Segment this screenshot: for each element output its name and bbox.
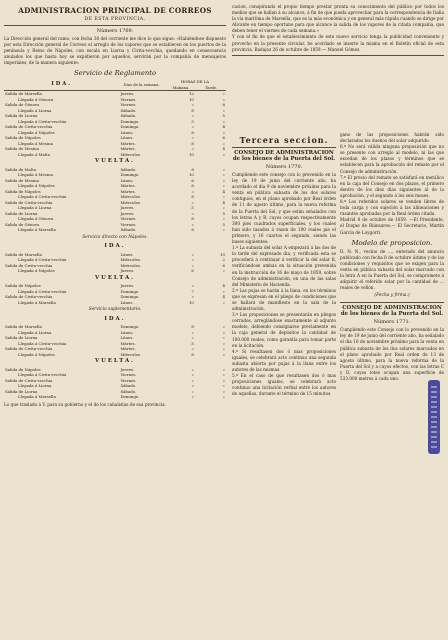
day-cell: Jueves. <box>120 268 135 274</box>
day-cell: Domingo. <box>120 294 140 300</box>
stop-cell: Salida de Civita-vecchia <box>5 124 53 130</box>
stop-cell: Llegada á Nápoles <box>18 268 55 274</box>
morning-cell: » <box>191 377 194 383</box>
stop-cell: Salida de Mesina <box>5 146 39 152</box>
morning-cell: » <box>191 221 194 227</box>
morning-cell: 8 <box>191 183 194 189</box>
afternoon-cell: » <box>222 377 225 383</box>
left-footer: Lo que traslado á V. para su gobierno y el de los cabalistas de esa provincia. <box>4 401 166 407</box>
stop-cell: Salida de Civita-vecchia <box>5 377 53 383</box>
morning-cell: » <box>191 388 194 394</box>
left-header: ADMINISTRACION PRINCIPAL DE CORREOS <box>18 6 212 15</box>
stop-cell: Salida de Mesina <box>5 177 39 183</box>
vuelta-heading-3 <box>4 357 226 367</box>
right-subcolumn-a <box>232 132 336 632</box>
stop-cell: Salida de Marsella <box>5 324 42 330</box>
afternoon-cell: 5 <box>222 221 225 227</box>
group-heading: VUELTA. <box>94 274 136 281</box>
schedule-body-6 <box>4 367 226 400</box>
afternoon-cell: » <box>222 205 225 211</box>
afternoon-cell: 2 <box>222 257 225 263</box>
afternoon-cell: » <box>222 340 225 346</box>
right-top-para: cacion, conspirando el propio tiempo prestar pronta su conocimiento del público por todos los medios que se hallan á su alcance, á fin de que pueda aprovechar para la correspondencia de Italia la vía marítima de Marsella, que es la más económica y en general más rápida cuando se dirige por Alicante en tiempo oportuno para que alcance la salida de los vapores de la citada compañía, que deben tener el viernes de cada semana.» <box>232 4 444 34</box>
stop-cell: Salida de Nápoles <box>5 135 41 141</box>
morning-cell: » <box>191 188 194 194</box>
para-2: 1.ª La subasta del solar A empezará á las dos de la tarde del expresado dia, y verificada esta se procederá á continuar á verificar la del solar B, verificándose ambas en la situación prevenida en la instrucción de 16 de mayo de 1859, sobre Consejo de administración, en una de las salas del Ministerio de Hacienda. <box>232 245 336 287</box>
afternoon-cell: 5 <box>222 210 225 216</box>
stop-cell: Llegada á Nápoles <box>18 351 55 357</box>
schedule-table <box>4 79 226 400</box>
morning-cell: 10 <box>188 299 194 305</box>
morning-cell: » <box>191 383 194 389</box>
fecha-firma: (Fecha y firma.) <box>374 293 410 299</box>
stop-cell: Llegada á Civita-vecchia <box>18 288 67 294</box>
afternoon-cell: » <box>222 299 225 305</box>
morning-cell: 8 <box>191 216 194 222</box>
divider <box>232 147 336 148</box>
day-cell: Domingo. <box>120 172 140 178</box>
day-cell: Mártes. <box>120 140 136 146</box>
schedule-body-5 <box>4 324 226 357</box>
afternoon-cell: 4 <box>222 124 225 130</box>
r-para-4: 8.ª Los referidos solares se venden libres de toda carga y con sujeción á las alineaciones y rasantes aprobadas por la Real órden citada. <box>340 199 444 217</box>
day-cell: Viernes. <box>120 216 137 222</box>
day-cell: Domingo. <box>120 124 140 130</box>
afternoon-cell: » <box>222 107 225 113</box>
day-cell: Lúnes. <box>120 251 134 257</box>
afternoon-cell: 4 <box>222 199 225 205</box>
morning-cell: » <box>191 262 194 268</box>
day-cell: Jueves. <box>120 283 135 289</box>
day-cell: Jueves. <box>120 205 135 211</box>
group-heading: VUELTA. <box>94 358 136 365</box>
morning-cell: » <box>191 146 194 152</box>
stop-cell: Salida de Marsella <box>5 91 42 97</box>
schedule-body-1 <box>4 91 226 158</box>
afternoon-cell: » <box>222 96 225 102</box>
day-cell: Jueves. <box>120 366 135 372</box>
supp-note <box>4 305 226 315</box>
stop-cell: Llegada á Marsella <box>18 394 56 400</box>
day-cell: Mártes. <box>120 146 136 152</box>
day-cell: Domingo. <box>120 118 140 124</box>
schedule-header-row <box>4 79 226 91</box>
vuelta-heading-2 <box>4 274 226 284</box>
direct-note <box>4 233 226 243</box>
day-cell: Lúnes. <box>120 299 134 305</box>
afternoon-cell: » <box>222 177 225 183</box>
afternoon-cell: 6 <box>222 262 225 268</box>
stop-cell: Llegada á Liorna <box>18 329 52 335</box>
stop-cell: Llegada á Liorna <box>18 205 52 211</box>
day-cell: Mártes. <box>120 188 136 194</box>
r-para-3: 7.ª El precio del remate se satisfará en metálico en la caja del Consejo en dos plazos, el primero dentro de los diez dias siguientes al de la aprobación, y el segundo á los seis meses. <box>340 174 444 198</box>
afternoon-cell: » <box>222 166 225 172</box>
day-cell: Miércoles. <box>120 151 142 157</box>
day-cell: Domingo. <box>120 324 140 330</box>
schedule-body-4 <box>4 283 226 305</box>
day-cell: Sábado. <box>120 107 137 113</box>
stop-cell: Llegada á Civita-vecchia <box>18 372 67 378</box>
afternoon-cell: » <box>222 288 225 294</box>
modelo-para: D. N. N., vecino de ..., enterado del anuncio publicado con fecha 8 de octubre último y de las condiciones y requisitos que se exigen para la venta en pública subasta del solar marcado con la letra A en la Puerta del Sol, se compromete á adquirir el referido solar por la cantidad de ... reales de vellón. <box>340 248 444 291</box>
morning-cell: » <box>191 210 194 216</box>
day-cell: Lúnes. <box>120 329 134 335</box>
morning-cell: 8 <box>191 107 194 113</box>
afternoon-cell: 4 <box>222 146 225 152</box>
day-cell: Sábado. <box>120 227 137 233</box>
library-stamp-icon <box>428 380 440 454</box>
morning-cell: » <box>191 372 194 378</box>
table-row <box>4 394 226 400</box>
day-cell: Viernes. <box>120 377 137 383</box>
section-heading: Tercera seccion. <box>239 135 329 145</box>
stop-cell: Llegada á Marsella <box>18 299 56 305</box>
day-cell: Viernes. <box>120 96 137 102</box>
notice-number-1770: Número 1770. <box>265 164 303 170</box>
day-cell: Sábado. <box>120 388 137 394</box>
afternoon-cell: » <box>222 383 225 389</box>
ida-heading-3 <box>4 315 226 325</box>
stop-cell: Salida de Civita-vecchia <box>5 294 53 300</box>
para-5: 4.ª Si resultasen dos ó mas proposiciones iguales, se celebrará acto continuo una segunda subasta abierta por pujas á la llana entre los autores de las mismas. <box>232 348 336 372</box>
col-tarde: Tarde. <box>205 84 218 90</box>
day-cell: Viernes. <box>120 372 137 378</box>
notice-number-1771: Número 1771. <box>373 319 411 326</box>
afternoon-cell: » <box>222 91 225 97</box>
ida-heading-2 <box>4 242 226 252</box>
morning-cell: » <box>191 294 194 300</box>
morning-cell: » <box>191 135 194 141</box>
schedule-body-3 <box>4 252 226 274</box>
stop-cell: Llegada á Liorna <box>18 107 52 113</box>
r-para-5: Madrid 8 de octubre de 1859. —El Presidente, el Duque de Riánsares.— El Secretario, Martín García de Loygorri. <box>340 217 444 235</box>
modelo-heading: Modelo de proposicion. <box>351 238 433 247</box>
day-cell: Lúnes. <box>120 129 134 135</box>
para-6: 5.ª En el caso de que resultasen dos ó mas proposiciones iguales, se celebrará acto continuo una licitación verbal entre los autores de aquellas, durante el término de 15 minutos. <box>232 373 336 397</box>
stop-cell: Salida de Nápoles <box>5 283 41 289</box>
morning-cell: 8 <box>191 140 194 146</box>
day-cell: Lúnes. <box>120 335 134 341</box>
afternoon-cell: 4 <box>222 188 225 194</box>
afternoon-cell: » <box>222 324 225 330</box>
divider <box>340 302 444 303</box>
col-horas <box>164 79 226 91</box>
r-para-2: 6.ª No será válida ninguna proposición que no se presente con arreglo al modelo, ni las que excedan de los plazos y términos que se establecen para la aprobación del remate por el Consejo de administración. <box>340 144 444 174</box>
morning-cell: 6 <box>191 268 194 274</box>
stop-cell: Llegada á Civita-vecchia <box>18 257 67 263</box>
left-column <box>4 4 226 636</box>
morning-cell: » <box>191 251 194 257</box>
afternoon-cell: » <box>222 140 225 146</box>
day-cell: Miércoles. <box>120 262 142 268</box>
morning-cell: » <box>191 113 194 119</box>
stop-cell: Salida de Malta <box>5 166 36 172</box>
stop-cell: Salida de Liorna <box>5 210 38 216</box>
day-cell: Miércoles. <box>120 194 142 200</box>
para-1: Cumpliendo este consejo con lo prevenido en la ley de 19 de junio del corriente año, ha acordado el dia 9 de noviembre próximo para la venta en pública subasta de los dos solares contiguos, en el plano aprobado por Real órden de 11 de agosto último, para la nueva reforma de la Puerta del Sol, y que están señalados con los letras A y B, cuyos ocupan respectivamente 300 pies cuadrados superficiales, y los cuales han sido tasados á razon de 100 reales pie el primero, y 16 cuartos el segundo, siendo las bases siguientes: <box>232 172 336 245</box>
morning-cell: » <box>191 257 194 263</box>
afternoon-cell: » <box>222 183 225 189</box>
morning-cell: 8 <box>191 227 194 233</box>
morning-cell: 6 <box>191 177 194 183</box>
day-cell: Miércoles. <box>120 257 142 263</box>
morning-cell: 8 <box>191 351 194 357</box>
afternoon-cell: 4 <box>222 283 225 289</box>
stop-cell: Llegada á Nápoles <box>18 129 55 135</box>
para-4: 3.ª Las proposiciones se presentarán en pliegos cerrados, arreglándose exactamente al adjunto modelo, debiendo consignarse previamente en la caja general de depósitos la cantidad de 100.000 reales, como garantía para tomar parte en la licitación. <box>232 312 336 348</box>
day-cell: Mártes. <box>120 183 136 189</box>
left-subheader: DE ESTA PROVINCIA. <box>84 17 146 22</box>
notice-number: Número 1769. <box>96 28 134 34</box>
afternoon-cell: » <box>222 372 225 378</box>
morning-cell: 8 <box>191 324 194 330</box>
morning-cell: » <box>191 199 194 205</box>
stop-cell: Salida de Liorna <box>5 335 38 341</box>
morning-cell: 10 <box>188 96 194 102</box>
stop-cell: Llegada á Civita-vecchia <box>18 118 67 124</box>
col-horas-label: HORAS DE LA <box>180 79 209 85</box>
stop-cell: Salida de Civita-vecchia <box>5 199 53 205</box>
day-cell: Miércoles. <box>120 351 142 357</box>
stop-cell: Llegada á Malta <box>18 151 50 157</box>
day-cell: Sábado. <box>120 113 137 119</box>
day-cell: Mártes. <box>120 346 136 352</box>
afternoon-cell: » <box>222 129 225 135</box>
day-cell: Miércoles. <box>120 199 142 205</box>
group-heading: IDA. <box>104 243 126 250</box>
afternoon-cell: » <box>222 335 225 341</box>
morning-cell: 10 <box>188 172 194 178</box>
morning-cell: 5 <box>191 118 194 124</box>
afternoon-cell: » <box>222 194 225 200</box>
afternoon-cell: 10 <box>220 251 225 257</box>
morning-cell: » <box>191 366 194 372</box>
afternoon-cell: » <box>222 227 225 233</box>
day-cell: Viernes. <box>120 221 137 227</box>
morning-cell: 8 <box>191 194 194 200</box>
consejo-heading: CONSEJO DE ADMINISTRACION de los bienes de la Puerta del Sol. <box>232 150 336 162</box>
afternoon-cell: » <box>222 346 225 352</box>
afternoon-cell: 5 <box>222 113 225 119</box>
r-para-1: gano de las proposiciones habrán sido declarados los dueños del solar adquirido. <box>340 132 444 144</box>
stop-cell: Llegada á Liorna <box>18 383 52 389</box>
note-text: Servicio suplementario. <box>88 307 142 313</box>
morning-cell: 8 <box>191 129 194 135</box>
morning-cell: 8 <box>191 166 194 172</box>
stop-cell: Llegada á Civita-vecchia <box>18 340 67 346</box>
stop-cell: Salida de Liorna <box>5 113 38 119</box>
afternoon-cell: 4 <box>222 294 225 300</box>
para-3: 2.ª Las pujas se harán á la llana, en los términos que se expresan en el pliego de condiciones que se hallará de manifiesto en la sala de la administración. <box>232 287 336 312</box>
day-cell: Domingo. <box>120 394 140 400</box>
day-cell: Viernes. <box>120 102 137 108</box>
afternoon-cell: » <box>222 388 225 394</box>
afternoon-cell: 6 <box>222 135 225 141</box>
day-cell: Lúnes. <box>120 177 134 183</box>
group-heading: IDA. <box>104 315 126 322</box>
stop-cell: Salida de Génova <box>5 102 40 108</box>
afternoon-cell: » <box>222 394 225 400</box>
stop-cell: Llegada á Marsella <box>18 227 56 233</box>
stop-cell: Salida de Nápoles <box>5 366 41 372</box>
note-text: Servicio directo con Nápoles. <box>82 234 148 240</box>
morning-cell: » <box>191 124 194 130</box>
morning-cell: » <box>191 102 194 108</box>
afternoon-cell: » <box>222 268 225 274</box>
section-title: Servicio de Reglamento <box>73 69 157 78</box>
day-cell: Lúnes. <box>120 135 134 141</box>
morning-cell: » <box>191 346 194 352</box>
consejo-heading-2: CONSEJO DE ADMINISTRACION de los bienes de la Puerta del Sol. <box>340 305 444 318</box>
afternoon-cell: » <box>222 329 225 335</box>
afternoon-cell: » <box>222 151 225 157</box>
day-cell: Domingo. <box>120 288 140 294</box>
day-cell: Sábado. <box>120 166 137 172</box>
divider <box>232 55 444 56</box>
stop-cell: Llegada á Génova <box>18 216 54 222</box>
day-cell: Sábado. <box>120 383 137 389</box>
morning-cell: 5 <box>191 340 194 346</box>
morning-cell: » <box>191 335 194 341</box>
day-cell: Mártes. <box>120 340 136 346</box>
schedule-body-2 <box>4 167 226 233</box>
col-dias: Dias de la semana. <box>119 79 163 91</box>
afternoon-cell: 8 <box>222 102 225 108</box>
stop-cell: Llegada á Génova <box>18 96 54 102</box>
vuelta-heading-1 <box>4 157 226 167</box>
afternoon-cell: » <box>222 172 225 178</box>
afternoon-cell: » <box>222 351 225 357</box>
right-top-para-2: Y con el fin de que el establecimiento de este nuevo servicio tenga la publicidad conveniente y provecho en la presente circular, he acordado se inserte la misma en el Boletín oficial de esta provincia. Badajoz 26 de octubre de 1859.— Manuel Gómez. <box>232 34 444 52</box>
group-heading: VUELTA. <box>94 158 136 165</box>
afternoon-cell: » <box>222 366 225 372</box>
morning-cell: 5 <box>191 205 194 211</box>
stop-cell: Salida de Liorna <box>5 388 38 394</box>
morning-cell: » <box>191 394 194 400</box>
morning-cell: 10 <box>188 151 194 157</box>
divider <box>4 25 226 26</box>
morning-cell: 7 <box>191 288 194 294</box>
stop-cell: Llegada á Mesina <box>18 172 53 178</box>
afternoon-cell: » <box>222 216 225 222</box>
stop-cell: Salida de Marsella <box>5 251 42 257</box>
stop-cell: Salida de Génova <box>5 221 40 227</box>
day-cell: Jueves. <box>120 91 135 97</box>
stop-cell: Salida de Civita-vecchia <box>5 346 53 352</box>
stop-cell: Llegada á Nápoles <box>18 183 55 189</box>
para-7: Cumpliendo este Consejo con lo prevenido en la ley de 19 de junio del corriente año, ha señalado el dia 10 de noviembre próximo para la venta en pública subasta de los dos solares marcados en el plano aprobado por Real orden de 13 de agosto último, para la nueva reforma de la Puerta del Sol y a cuyos efectos, con las letras C y D, cuyos lotes ocupan una superficie de 533.000 metros á cada uno. <box>340 327 444 381</box>
morning-cell: » <box>191 283 194 289</box>
notice-intro: La Dirección general del ramo, con fecha 30 del corriente me dice lo que sigue: «Habiéndose dispuesto por esta Dirección general de Correos el arreglo de los vapores que se establecen en los puertos de la península y Reino de Nápoles, con escala en Liorna y Civita-vecchia, quedando en consecuencia anulados los que hasta hoy se expidieron por aquellos, servirán por la compañía de mensajeros imperiales, de la manera siguiente: <box>4 36 226 66</box>
stop-cell: Llegada á Civita-vecchia <box>18 194 67 200</box>
stop-cell: Llegada á Mesina <box>18 140 53 146</box>
stop-cell: Salida de Nápoles <box>5 188 41 194</box>
day-cell: Jueves. <box>120 210 135 216</box>
col-ida: IDA. <box>4 79 119 91</box>
col-manana: Mañana. <box>172 84 190 90</box>
right-top <box>232 4 444 132</box>
afternoon-cell: » <box>222 118 225 124</box>
morning-cell: » <box>191 329 194 335</box>
stop-cell: Salida de Civita-vecchia <box>5 262 53 268</box>
morning-cell: 12 <box>188 91 194 97</box>
